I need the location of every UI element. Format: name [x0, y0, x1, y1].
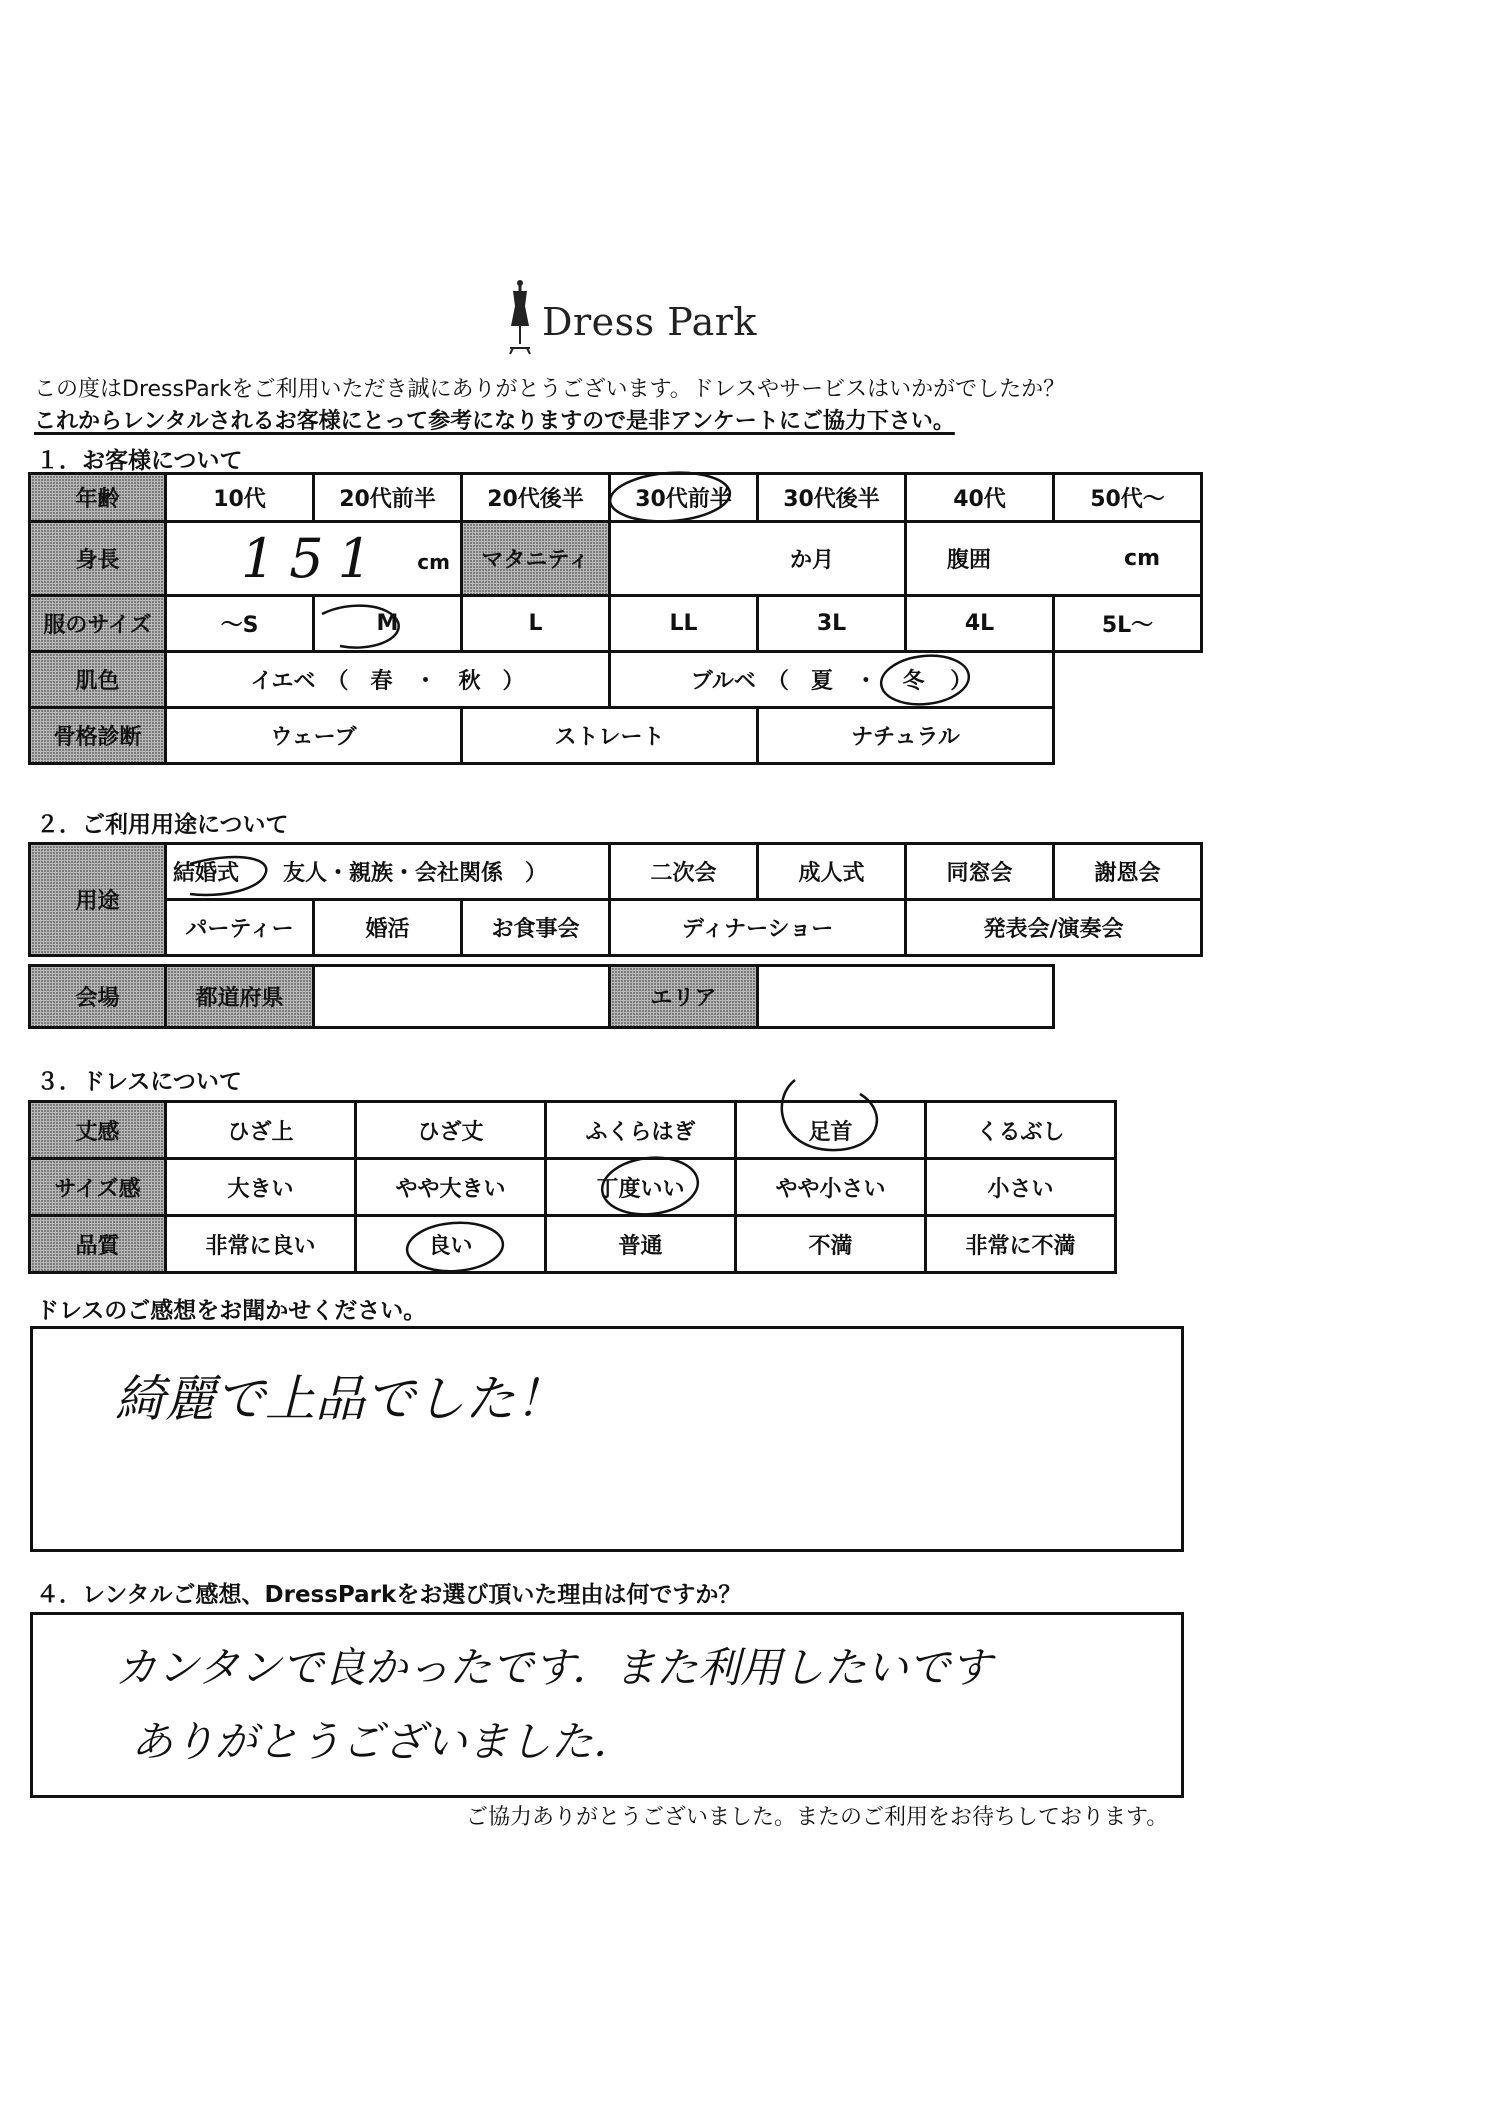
wedding-detail: 友人・親族・会社関係 ）	[283, 861, 548, 886]
maternity-unit: か月	[789, 548, 834, 573]
quality-option[interactable]: 非常に不満	[926, 1216, 1116, 1273]
section4-title: ４．レンタルご感想、DressParkをお選び頂いた理由は何ですか？	[36, 1582, 742, 1608]
length-label: 丈感	[30, 1102, 166, 1159]
purpose-option[interactable]: お食事会	[462, 900, 610, 956]
quality-label: 品質	[30, 1216, 166, 1273]
length-option-selected[interactable]: 足首	[736, 1102, 926, 1159]
purpose-option[interactable]: 二次会	[610, 844, 758, 900]
skin-cool-option[interactable]	[610, 652, 1054, 708]
skeleton-option[interactable]: ウェーブ	[166, 708, 462, 764]
maternity-label: マタニティ	[462, 522, 610, 596]
length-option[interactable]: ふくらはぎ	[546, 1102, 736, 1159]
intro-line-2: これからレンタルされるお客様にとって参考になりますので是非アンケートにご協力下さい。	[34, 409, 955, 434]
height-value: 151	[240, 527, 387, 590]
venue-label: 会場	[30, 966, 166, 1028]
size-option-selected[interactable]: M	[314, 596, 462, 652]
dress-comment-text: 綺麗で上品でした！	[115, 1370, 565, 1428]
rental-comment-box[interactable]	[30, 1612, 1184, 1798]
wedding-option[interactable]	[166, 844, 610, 900]
age-option[interactable]: 40代	[906, 474, 1054, 522]
fit-option-selected[interactable]: 丁度いい	[546, 1159, 736, 1216]
length-option[interactable]: ひざ上	[166, 1102, 356, 1159]
dress-form-icon	[500, 278, 540, 368]
skeleton-option[interactable]: ナチュラル	[758, 708, 1054, 764]
age-option[interactable]: 10代	[166, 474, 314, 522]
closing-message: ご協力ありがとうございました。またのご利用をお待ちしております。	[466, 1805, 1169, 1830]
skeleton-label: 骨格診断	[30, 708, 166, 764]
waist-field[interactable]	[906, 522, 1202, 596]
quality-option-selected[interactable]: 良い	[356, 1216, 546, 1273]
skin-warm-option[interactable]: イエベ （ 春 ・ 秋 ）	[166, 652, 610, 708]
usage-table	[28, 842, 1203, 1029]
dress-comment-prompt: ドレスのご感想をお聞かせください。	[36, 1298, 427, 1324]
age-label: 年齢	[30, 474, 166, 522]
dresspark-logo	[500, 278, 760, 368]
waist-label: 腹囲	[947, 548, 992, 573]
prefecture-label: 都道府県	[166, 966, 314, 1028]
intro-line-1: この度はDressParkをご利用いただき誠にありがとうございます。ドレスやサービスはいかがでしたか？	[34, 377, 1066, 402]
size-option[interactable]: 4L	[906, 596, 1054, 652]
purpose-option[interactable]: 同窓会	[906, 844, 1054, 900]
maternity-field[interactable]	[610, 522, 906, 596]
section3-title: ３．ドレスについて	[36, 1069, 242, 1095]
quality-option[interactable]: 普通	[546, 1216, 736, 1273]
height-unit: cm	[417, 550, 450, 574]
brand-name: Dress Park	[542, 300, 757, 344]
skin-cool-suffix: ）	[950, 669, 973, 694]
age-option[interactable]: 20代前半	[314, 474, 462, 522]
dress-comment-box[interactable]	[30, 1326, 1184, 1552]
size-option[interactable]: ～S	[166, 596, 314, 652]
skin-winter-selected[interactable]: 冬	[902, 669, 925, 694]
wedding-selected[interactable]: 結婚式	[173, 861, 240, 886]
length-option[interactable]: ひざ丈	[356, 1102, 546, 1159]
fit-option[interactable]: やや大きい	[356, 1159, 546, 1216]
fit-option[interactable]: 小さい	[926, 1159, 1116, 1216]
waist-unit: cm	[1124, 546, 1160, 571]
purpose-option[interactable]: 成人式	[758, 844, 906, 900]
purpose-option[interactable]: 婚活	[314, 900, 462, 956]
purpose-label: 用途	[30, 844, 166, 956]
size-option[interactable]: L	[462, 596, 610, 652]
age-option-selected[interactable]: 30代前半	[610, 474, 758, 522]
rental-comment-line-1: カンタンで良かったです．また利用したいです	[115, 1643, 992, 1692]
purpose-option[interactable]: 発表会/演奏会	[906, 900, 1202, 956]
purpose-option[interactable]: ディナーショー	[610, 900, 906, 956]
size-option[interactable]: LL	[610, 596, 758, 652]
skeleton-option[interactable]: ストレート	[462, 708, 758, 764]
area-label: エリア	[610, 966, 758, 1028]
fit-option[interactable]: 大きい	[166, 1159, 356, 1216]
skin-cool-prefix: ブルベ （ 夏 ・	[690, 669, 877, 694]
age-option[interactable]: 30代後半	[758, 474, 906, 522]
rental-comment-line-2: ありがとうございました．	[131, 1717, 636, 1766]
quality-option[interactable]: 不満	[736, 1216, 926, 1273]
size-option[interactable]: 3L	[758, 596, 906, 652]
age-option[interactable]: 50代～	[1054, 474, 1202, 522]
prefecture-field[interactable]	[314, 966, 610, 1028]
length-option[interactable]: くるぶし	[926, 1102, 1116, 1159]
size-option[interactable]: 5L～	[1054, 596, 1202, 652]
height-label: 身長	[30, 522, 166, 596]
area-field[interactable]	[758, 966, 1054, 1028]
purpose-option[interactable]: パーティー	[166, 900, 314, 956]
fit-option[interactable]: やや小さい	[736, 1159, 926, 1216]
section2-title: ２．ご利用用途について	[36, 812, 289, 838]
age-option[interactable]: 20代後半	[462, 474, 610, 522]
section1-title: １．お客様について	[36, 448, 243, 474]
height-field[interactable]	[166, 522, 462, 596]
quality-option[interactable]: 非常に良い	[166, 1216, 356, 1273]
customer-table	[28, 472, 1203, 765]
dress-table	[28, 1100, 1117, 1274]
fit-label: サイズ感	[30, 1159, 166, 1216]
size-label: 服のサイズ	[30, 596, 166, 652]
purpose-option[interactable]: 謝恩会	[1054, 844, 1202, 900]
skin-label: 肌色	[30, 652, 166, 708]
